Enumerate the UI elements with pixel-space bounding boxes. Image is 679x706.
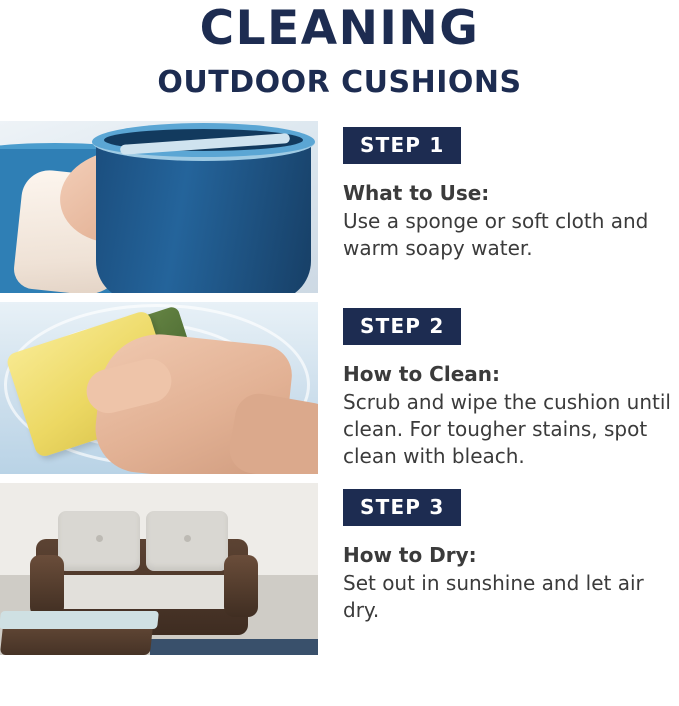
page-title: CLEANING: [199, 1, 480, 56]
step-badge: STEP 1: [343, 127, 461, 164]
step-heading: What to Use:: [343, 181, 490, 206]
step-badge: STEP 2: [343, 308, 461, 345]
step-text: [318, 302, 679, 470]
step-row: [0, 302, 679, 474]
step-heading: How to Clean:: [343, 362, 501, 387]
step-row: [0, 121, 679, 293]
patio-loveseat-with-cushions-photo: [0, 483, 318, 655]
step-body: Use a sponge or soft cloth and warm soapy water.: [343, 209, 649, 261]
header: [0, 0, 679, 99]
step-body: Set out in sunshine and let air dry.: [343, 571, 644, 623]
step-text: [318, 121, 679, 262]
steps-list: [0, 121, 679, 655]
hand-wiping-blue-bucket-photo: [0, 121, 318, 293]
step-text: [318, 483, 679, 624]
step-heading: How to Dry:: [343, 543, 477, 568]
step-row: [0, 483, 679, 655]
hand-holding-yellow-sponge-photo: [0, 302, 318, 474]
step-badge: STEP 3: [343, 489, 461, 526]
step-body: Scrub and wipe the cushion until clean. For tougher stains, spot clean with bleach.: [343, 390, 671, 469]
page-subtitle: OUTDOOR CUSHIONS: [157, 65, 522, 101]
